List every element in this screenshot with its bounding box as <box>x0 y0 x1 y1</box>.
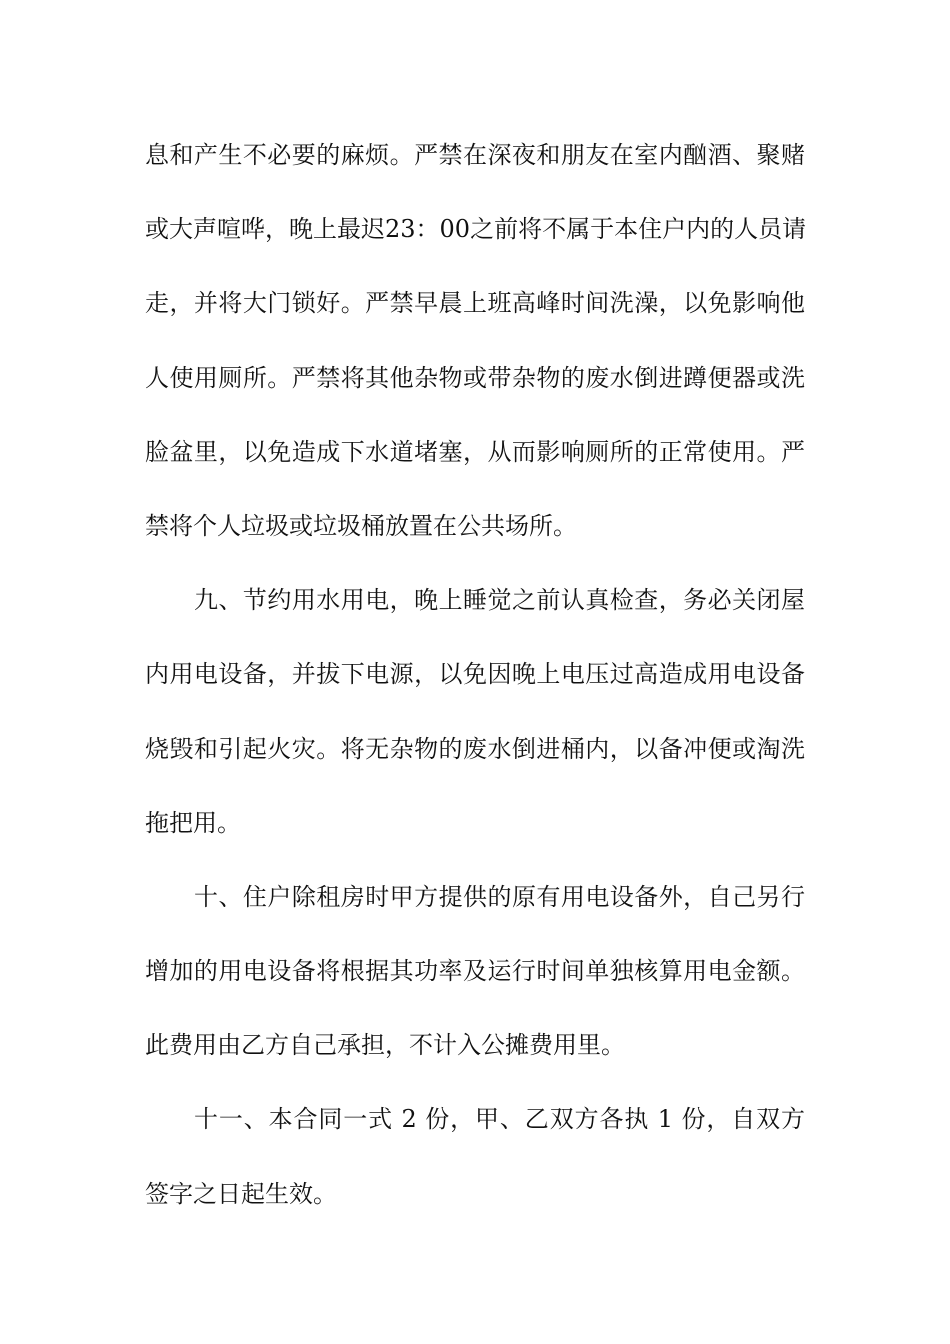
paragraph-eleven-start: 十一、本合同一式 2 份，甲、乙双方各执 1 份，自双方 <box>194 1105 805 1134</box>
text-line: 签字之日起生效。 <box>145 1179 337 1208</box>
text-line: 增加的用电设备将根据其功率及运行时间单独核算用电金额。 <box>145 957 805 986</box>
paragraph-nine-start: 九、节约用水用电，晚上睡觉之前认真检查，务必关闭屋 <box>194 586 805 615</box>
text-line: 脸盆里，以免造成下水道堵塞，从而影响厕所的正常使用。严 <box>145 437 805 466</box>
text-line: 人使用厕所。严禁将其他杂物或带杂物的废水倒进蹲便器或洗 <box>145 363 805 392</box>
text-line: 此费用由乙方自己承担，不计入公摊费用里。 <box>145 1031 625 1060</box>
document-body <box>145 128 805 1241</box>
paragraph-ten-start: 十、住户除租房时甲方提供的原有用电设备外，自己另行 <box>194 882 805 911</box>
text-line: 内用电设备，并拔下电源，以免因晚上电压过高造成用电设备 <box>145 660 805 689</box>
text-line: 息和产生不必要的麻烦。严禁在深夜和朋友在室内酗酒、聚赌 <box>145 141 805 169</box>
text-line: 禁将个人垃圾或垃圾桶放置在公共场所。 <box>145 511 577 540</box>
text-line: 走，并将大门锁好。严禁早晨上班高峰时间洗澡，以免影响他 <box>145 289 805 318</box>
text-line: 拖把用。 <box>145 808 241 837</box>
text-line: 烧毁和引起火灾。将无杂物的废水倒进桶内，以备冲便或淘洗 <box>145 734 805 763</box>
text-line: 或大声喧哗，晚上最迟23：00之前将不属于本住户内的人员请 <box>145 215 807 244</box>
